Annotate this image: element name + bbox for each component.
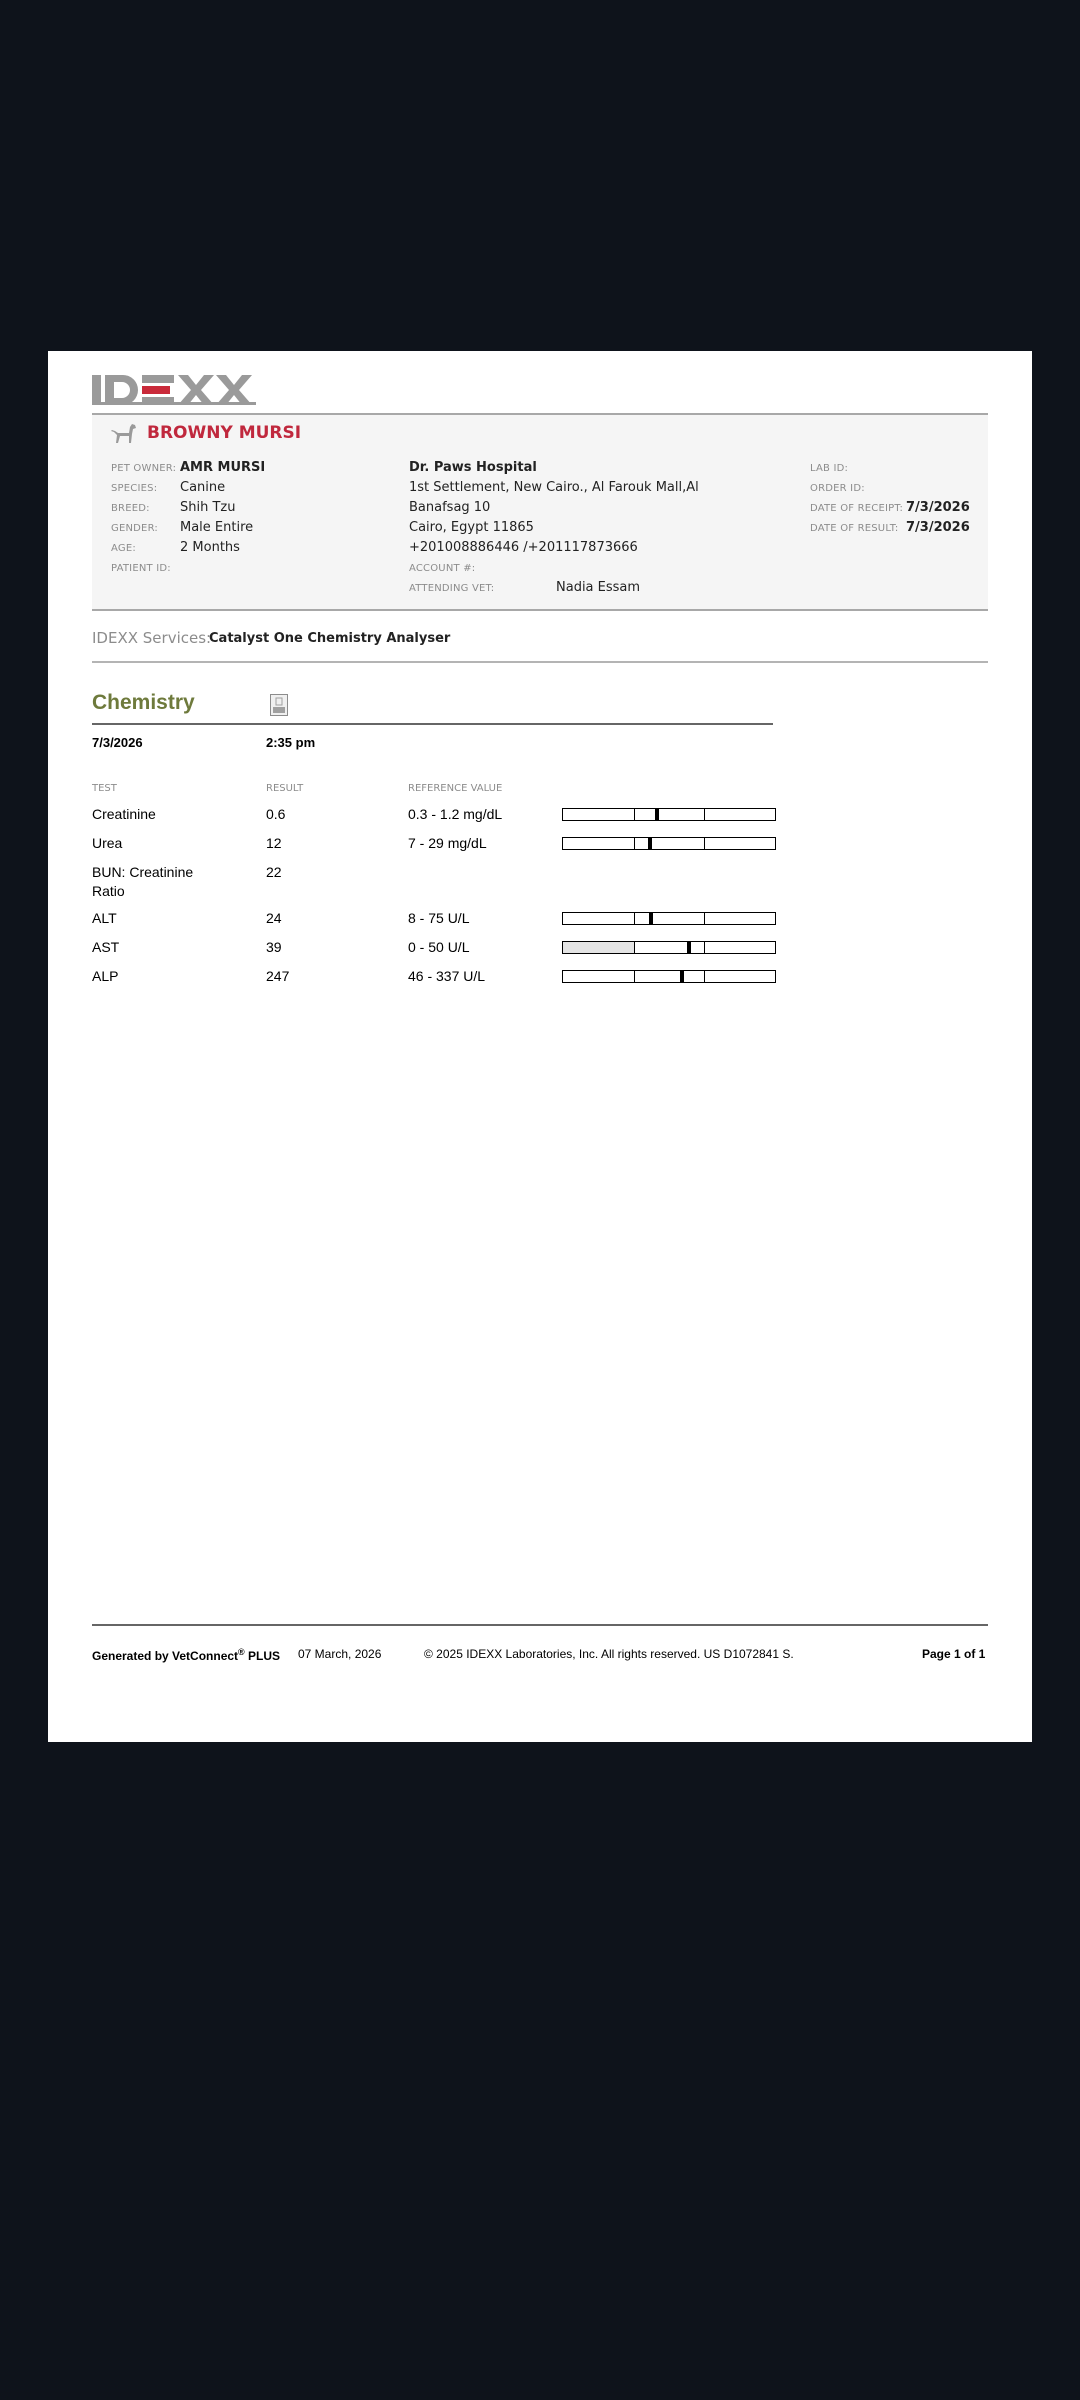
row-result-value: 22 (266, 864, 282, 880)
footer-copyright: © 2025 IDEXX Laboratories, Inc. All rights reserved. US D1072841 S. (424, 1647, 794, 1661)
clinic-phone: +201008886446 /+201117873666 (409, 540, 638, 555)
row-result-value: 247 (266, 968, 290, 984)
range-boundary (704, 971, 705, 982)
patient-name: BROWNY MURSI (147, 423, 302, 443)
report-page (48, 351, 1032, 1742)
row-reference-range: 0.3 - 1.2 mg/dL (408, 806, 503, 822)
range-value-marker (687, 942, 691, 953)
species-label: SPECIES: (111, 483, 158, 494)
clinic-address-line3: Cairo, Egypt 11865 (409, 520, 534, 535)
attending-vet-value: Nadia Essam (556, 580, 641, 595)
range-boundary (634, 942, 635, 953)
idexx-logo (92, 373, 256, 407)
result-date-label: DATE OF RESULT: (810, 523, 899, 534)
row-test-name: AST (92, 939, 120, 955)
lab-id-label: LAB ID: (810, 463, 849, 474)
row-test-name: ALP (92, 968, 119, 984)
column-header-test: TEST (92, 783, 117, 794)
range-boundary (704, 809, 705, 820)
patient-id-label: PATIENT ID: (111, 563, 171, 574)
range-boundary (704, 913, 705, 924)
receipt-date-value: 7/3/2026 (906, 500, 970, 515)
row-test-name: ALT (92, 910, 117, 926)
row-range-bar (562, 808, 776, 821)
chemistry-divider (92, 723, 773, 725)
chemistry-time: 2:35 pm (266, 735, 316, 750)
row-result-value: 24 (266, 910, 282, 926)
clinic-name: Dr. Paws Hospital (409, 460, 537, 475)
row-range-bar (562, 837, 776, 850)
row-reference-range: 0 - 50 U/L (408, 939, 470, 955)
breed-value: Shih Tzu (180, 500, 236, 515)
range-value-marker (649, 913, 653, 924)
dog-icon (110, 422, 138, 444)
row-result-value: 0.6 (266, 806, 286, 822)
row-range-bar (562, 970, 776, 983)
services-label: IDEXX Services: (92, 629, 212, 647)
column-header-reference: REFERENCE VALUE (408, 783, 503, 794)
gender-label: GENDER: (111, 523, 158, 534)
breed-label: BREED: (111, 503, 150, 514)
range-value-marker (655, 809, 659, 820)
row-reference-range: 7 - 29 mg/dL (408, 835, 487, 851)
range-value-marker (648, 838, 652, 849)
column-header-result: RESULT (266, 783, 304, 794)
services-value: Catalyst One Chemistry Analyser (209, 631, 451, 646)
range-boundary (704, 838, 705, 849)
footer-page-number: Page 1 of 1 (922, 1647, 986, 1661)
species-value: Canine (180, 480, 226, 495)
order-id-label: ORDER ID: (810, 483, 865, 494)
clinic-address-line2: Banafsag 10 (409, 500, 491, 515)
row-test-name: BUN: Creatinine Ratio (92, 864, 194, 899)
range-below-fill (563, 942, 634, 953)
row-result-value: 39 (266, 939, 282, 955)
range-boundary (634, 838, 635, 849)
row-range-bar (562, 941, 776, 954)
range-boundary (634, 913, 635, 924)
analyzer-icon (270, 694, 288, 716)
gender-value: Male Entire (180, 520, 254, 535)
footer-generated: Generated by VetConnect® PLUS (92, 1647, 281, 1663)
chemistry-title: Chemistry (92, 691, 195, 714)
pet-owner-value: AMR MURSI (180, 460, 266, 475)
receipt-date-label: DATE OF RECEIPT: (810, 503, 904, 514)
row-test-name: Creatinine (92, 806, 156, 822)
clinic-address-line1: 1st Settlement, New Cairo., Al Farouk Mall,Al (409, 480, 699, 495)
services-divider (92, 661, 988, 663)
account-label: ACCOUNT #: (409, 563, 476, 574)
row-range-bar (562, 912, 776, 925)
row-reference-range: 46 - 337 U/L (408, 968, 486, 984)
footer-divider (92, 1624, 988, 1626)
chemistry-date: 7/3/2026 (92, 735, 143, 750)
result-date-value: 7/3/2026 (906, 520, 970, 535)
age-value: 2 Months (180, 540, 240, 555)
attending-vet-label: ATTENDING VET: (409, 583, 495, 594)
age-label: AGE: (111, 543, 136, 554)
range-boundary (634, 971, 635, 982)
footer-date: 07 March, 2026 (298, 1647, 382, 1661)
row-reference-range: 8 - 75 U/L (408, 910, 470, 926)
row-result-value: 12 (266, 835, 282, 851)
range-boundary (704, 942, 705, 953)
row-test-name: Urea (92, 835, 123, 851)
range-boundary (634, 809, 635, 820)
pet-owner-label: PET OWNER: (111, 463, 177, 474)
range-value-marker (680, 971, 684, 982)
